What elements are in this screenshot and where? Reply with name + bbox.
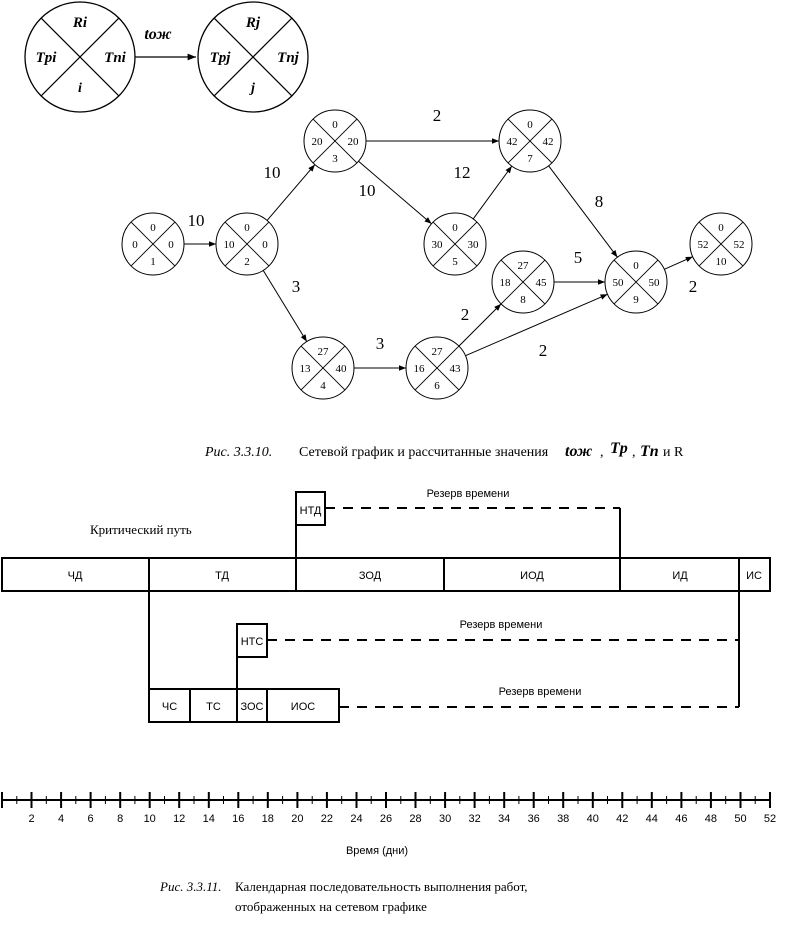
axis-tick-label: 32	[468, 813, 481, 825]
node-9-left: 50	[612, 277, 624, 289]
bar-td: ТД	[215, 570, 229, 582]
axis-tick-label: 20	[291, 813, 304, 825]
caption2-line2: отображенных на сетевом графике	[235, 899, 427, 914]
bar-zos: ЗОС	[240, 701, 264, 713]
caption1-prefix: Рис. 3.3.10.	[205, 445, 273, 460]
axis-tick-label: 12	[173, 813, 186, 825]
axis-tick-label: 10	[143, 813, 156, 825]
bar-ios: ИОС	[290, 701, 316, 713]
node-4	[292, 337, 354, 399]
node-3-right: 20	[347, 136, 359, 148]
axis-tick-label: 28	[409, 813, 422, 825]
edge-5-7	[473, 166, 512, 219]
network-nodes	[122, 110, 752, 399]
time-axis	[2, 792, 776, 825]
edge-label-8-9: 5	[573, 248, 583, 267]
axis-tick-label: 46	[675, 813, 688, 825]
axis-tick-label: 26	[379, 813, 393, 825]
svg-text:,: ,	[632, 445, 636, 460]
node-5-bottom: 5	[452, 256, 458, 268]
node-7-top: 0	[527, 119, 533, 131]
node-5-top: 0	[452, 222, 458, 234]
node-1-bottom: 1	[150, 256, 156, 268]
axis-label: Время (дни)	[345, 845, 409, 857]
node-3-bottom: 3	[332, 153, 338, 165]
figure-caption-2	[159, 879, 528, 914]
nts-label: НТС	[240, 636, 264, 648]
axis-tick-label: 48	[704, 813, 718, 825]
axis-tick-label: 16	[232, 813, 245, 825]
caption1-t-symbol: tож	[565, 443, 593, 460]
legend-j-top: Rj	[245, 15, 261, 31]
reserve-label-2: Резерв времени	[459, 619, 543, 631]
axis-tick-label: 38	[557, 813, 570, 825]
edge-label-1-2: 10	[187, 211, 205, 230]
bar-cs: ЧС	[161, 701, 178, 713]
legend-arrow-label: tож	[144, 26, 172, 43]
node-8	[492, 251, 554, 313]
edge-7-9	[549, 166, 618, 257]
node-10-top: 0	[718, 222, 724, 234]
axis-tick-label: 4	[58, 813, 65, 825]
node-6-bottom: 6	[434, 380, 440, 392]
node-4-bottom: 4	[320, 380, 326, 392]
critical-path-label: Критический путь	[90, 522, 192, 537]
axis-tick-label: 18	[261, 813, 274, 825]
axis-tick-label: 42	[616, 813, 629, 825]
node-8-right: 45	[535, 277, 547, 289]
reserve-label-3: Резерв времени	[498, 686, 582, 698]
lower-bar	[149, 689, 339, 722]
node-7-left: 42	[506, 136, 518, 148]
edge-label-6-8: 2	[460, 305, 470, 324]
legend-i-bottom: i	[78, 81, 82, 96]
node-3-left: 20	[311, 136, 323, 148]
node-6-top: 27	[431, 346, 443, 358]
axis-tick-label: 40	[586, 813, 599, 825]
reserve-label-1: Резерв времени	[426, 488, 510, 500]
node-7	[499, 110, 561, 172]
node-10-left: 52	[697, 239, 709, 251]
axis-tick-label: 14	[202, 813, 215, 825]
node-4-top: 27	[317, 346, 329, 358]
axis-tick-label: 2	[28, 813, 35, 825]
caption1-tail: и R	[663, 445, 684, 460]
bar-zod: ЗОД	[358, 570, 382, 582]
axis-tick-label: 22	[320, 813, 334, 825]
caption1-tn-symbol: Tn	[640, 443, 659, 460]
node-5-left: 30	[431, 239, 443, 251]
node-10-right: 52	[733, 239, 745, 251]
edge-label-4-6: 3	[375, 334, 385, 353]
edge-label-3-5: 10	[358, 181, 376, 200]
figure-caption-1	[204, 440, 684, 460]
axis-tick-label: 24	[350, 813, 363, 825]
node-8-bottom: 8	[520, 294, 526, 306]
caption1-text: Сетевой график и рассчитанные значения	[299, 445, 549, 460]
node-1-left: 0	[132, 239, 138, 251]
node-8-top: 27	[517, 260, 529, 272]
node-9-bottom: 9	[633, 294, 639, 306]
node-9	[605, 251, 667, 313]
node-4-left: 13	[299, 363, 311, 375]
caption1-tp-symbol: Tp	[610, 440, 628, 457]
edge-label-6-9: 2	[538, 341, 548, 360]
node-7-right: 42	[542, 136, 554, 148]
svg-text:,: ,	[600, 445, 604, 460]
bar-id: ИД	[672, 570, 688, 582]
legend-j-bottom: j	[251, 81, 255, 96]
edge-label-5-7: 12	[453, 163, 471, 182]
node-9-top: 0	[633, 260, 639, 272]
node-10	[690, 213, 752, 275]
node-7-bottom: 7	[527, 153, 533, 165]
node-8-left: 18	[499, 277, 511, 289]
node-4-right: 40	[335, 363, 347, 375]
node-2-bottom: 2	[244, 256, 250, 268]
axis-tick-label: 30	[438, 813, 452, 825]
axis-tick-label: 44	[645, 813, 658, 825]
legend-j-right: Tnj	[277, 50, 299, 66]
legend-i-top: Ri	[72, 15, 88, 31]
caption2-line1: Календарная последовательность выполнения работ,	[235, 879, 528, 894]
legend-i-left: Tpi	[35, 50, 57, 66]
edge-label-2-3: 10	[263, 163, 281, 182]
node-5	[424, 213, 486, 275]
legend-j-left: Tpj	[209, 50, 231, 66]
edge-9-10	[664, 257, 692, 270]
axis-tick-label: 36	[527, 813, 540, 825]
gantt-chart	[2, 488, 776, 857]
node-6-right: 43	[449, 363, 461, 375]
edge-label-9-10: 2	[688, 277, 698, 296]
axis-tick-label: 52	[763, 813, 777, 825]
node-1-right: 0	[168, 239, 174, 251]
axis-tick-label: 34	[498, 813, 511, 825]
node-1	[122, 213, 184, 275]
node-2-top: 0	[244, 222, 250, 234]
ntd-label: НТД	[299, 505, 322, 517]
node-6-left: 16	[413, 363, 425, 375]
axis-tick-label: 6	[87, 813, 94, 825]
node-2-left: 10	[223, 239, 235, 251]
node-2-right: 0	[262, 239, 268, 251]
node-2	[216, 213, 278, 275]
legend-node-j	[198, 2, 308, 112]
node-6	[406, 337, 468, 399]
bar-cd: ЧД	[67, 570, 83, 582]
node-10-bottom: 10	[715, 256, 727, 268]
edge-label-7-9: 8	[594, 192, 604, 211]
edge-2-4	[263, 270, 307, 341]
node-3	[304, 110, 366, 172]
node-3-top: 0	[332, 119, 338, 131]
node-1-top: 0	[150, 222, 156, 234]
caption2-prefix: Рис. 3.3.11.	[160, 879, 222, 894]
main-bar	[2, 558, 770, 591]
legend-i-right: Tni	[104, 50, 126, 66]
edge-label-3-7: 2	[432, 106, 442, 125]
node-9-right: 50	[648, 277, 660, 289]
bar-is: ИС	[746, 570, 762, 582]
axis-tick-label: 50	[734, 813, 747, 825]
axis-tick-label: 8	[117, 813, 124, 825]
bar-ts: ТС	[206, 701, 221, 713]
legend-node-i	[25, 2, 135, 112]
node-5-right: 30	[467, 239, 479, 251]
edge-label-2-4: 3	[291, 277, 301, 296]
bar-iod: ИОД	[520, 570, 544, 582]
